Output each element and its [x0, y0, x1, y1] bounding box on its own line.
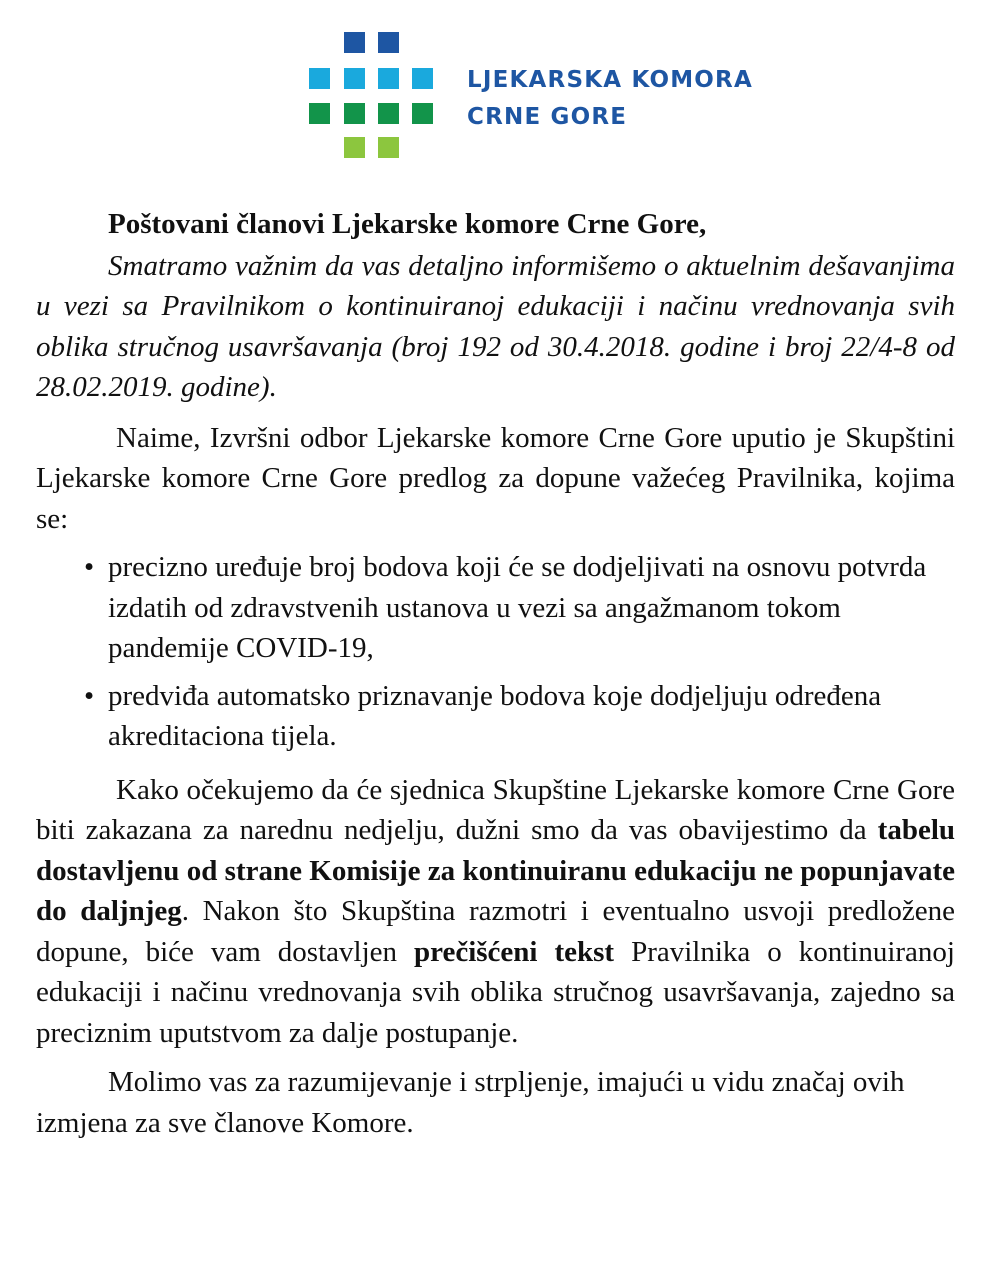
list-item-text: predviđa automatsko priznavanje bodova koje dodjeljuju određena akreditaciona tijela. [108, 679, 882, 752]
notice-text-2: . Nakon što Skupština razmotri i eventualno usvoji predložene dopune, biće vam dostavljen [36, 895, 955, 968]
logo-square [344, 68, 365, 89]
logo-square [412, 103, 433, 124]
amendment-list [36, 547, 955, 757]
notice-emphasis-2: prečišćeni tekst [414, 935, 615, 968]
intro-paragraph: Smatramo važnim da vas detaljno informišemo o aktuelnim dešavanjima u vezi sa Pravilnikom o kontinuiranoj edukaciji i načinu vrednovanja svih oblika stručnog usavršavanja (broj 192 od 30.4.2018. godine i broj 22/4-8 od 28.02.2019. godine). [36, 249, 955, 403]
logo-line-2: CRNE GORE [467, 104, 628, 130]
bullet-icon: • [84, 679, 95, 712]
logo-square [344, 32, 365, 53]
logo-square [378, 137, 399, 158]
logo-square [378, 103, 399, 124]
proposal-paragraph: Naime, Izvršni odbor Ljekarske komore Crne Gore uputio je Skupštini Ljekarske komore Crne Gore predlog za dopune važećeg Pravilnika, kojima se: [36, 421, 955, 535]
notice-emphasis-1: tabelu dostavljenu od strane Komisije za kontinuiranu edukaciju ne popunjavate do daljnjeg [36, 814, 955, 927]
list-item [36, 547, 955, 669]
list-item [36, 676, 955, 757]
notice-text-1: Kako očekujemo da će sjednica Skupštine Ljekarske komore Crne Gore biti zakazana za narednu nedjelju, dužni smo da vas obavijestimo da [36, 773, 955, 846]
chamber-logo [307, 32, 767, 162]
closing-paragraph: Molimo vas za razumijevanje i strpljenje, imajući u vidu značaj ovih izmjena za sve članove Komore. [36, 1066, 905, 1139]
letter-body [36, 204, 955, 1143]
logo-square [309, 68, 330, 89]
logo-square [378, 68, 399, 89]
logo-square [344, 103, 365, 124]
logo-square [378, 32, 399, 53]
notice-paragraph [36, 770, 955, 1054]
bullet-icon: • [84, 551, 95, 583]
logo-square [412, 68, 433, 89]
list-item-text: precizno uređuje broj bodova koji će se dodjeljivati na osnovu potvrda izdatih od zdravstvenih ustanova u vezi sa angažmanom tokom pandemije COVID-19, [108, 551, 927, 664]
logo-square [309, 103, 330, 124]
logo-square [344, 137, 365, 158]
logo-wordmark [467, 62, 753, 136]
logo-line-1: LJEKARSKA KOMORA [467, 67, 753, 93]
greeting: Poštovani članovi Ljekarske komore Crne Gore, [108, 208, 707, 240]
notice-text-3: Pravilnika o kontinuiranoj edukaciji i načinu vrednovanja svih oblika stručnog usavršavanja, zajedno sa preciznim uputstvom za dalje postupanje. [36, 935, 955, 1049]
